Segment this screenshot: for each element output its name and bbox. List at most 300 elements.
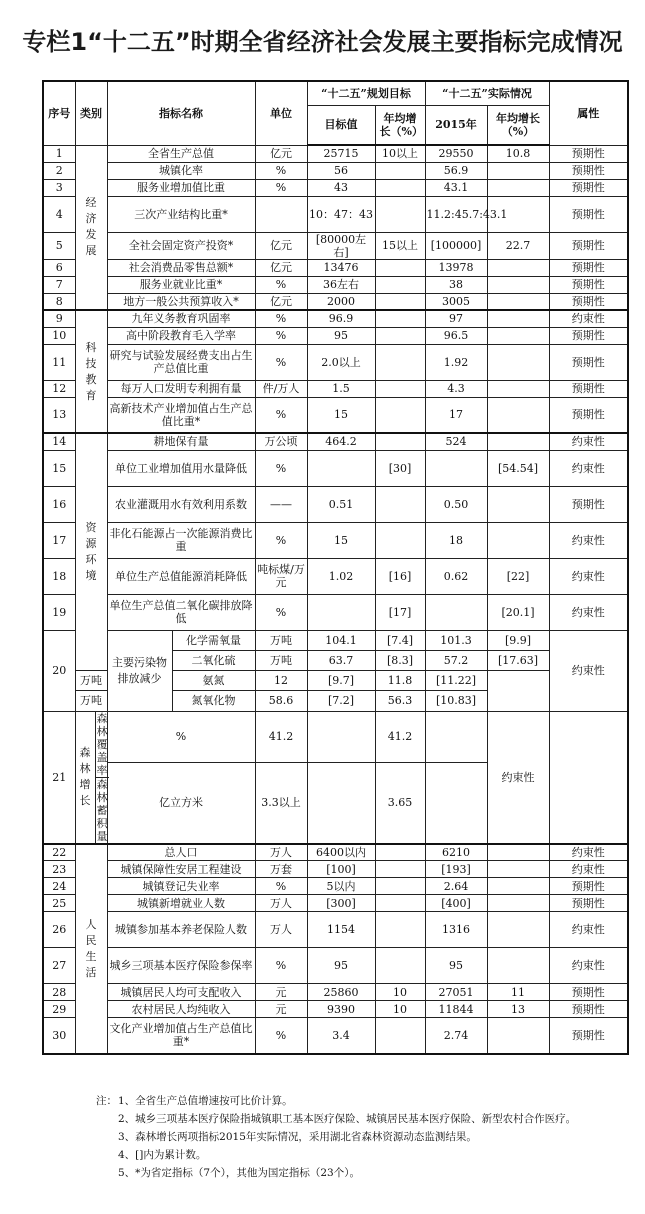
table-row	[43, 948, 628, 984]
table-row	[43, 276, 628, 293]
indicator-unit: 亿元	[255, 145, 307, 162]
indicator-unit: 万人	[255, 844, 307, 861]
actual-2015: 97	[425, 310, 487, 327]
target-value: 36左右	[307, 276, 375, 293]
actual-2015: 2.64	[425, 878, 487, 895]
indicator-unit: 亿立方米	[107, 763, 255, 844]
plan-growth: [9.7]	[307, 671, 375, 691]
indicator-unit: 万吨	[255, 630, 307, 650]
plan-growth	[375, 196, 425, 232]
row-number: 5	[43, 232, 75, 259]
actual-growth	[487, 276, 549, 293]
group-wrapper	[75, 711, 107, 844]
group-name: 主要污染物排放减少	[108, 631, 173, 711]
attribute: 预期性	[549, 486, 628, 522]
indicator-name: 全省生产总值	[107, 145, 255, 162]
note-item: 2、城乡三项基本医疗保险指城镇职工基本医疗保险、城镇居民基本医疗保险、新型农村合作医疗。	[118, 1113, 577, 1125]
row-number: 28	[43, 984, 75, 1001]
target-value	[307, 450, 375, 486]
attribute: 约束性	[549, 594, 628, 630]
plan-growth	[375, 1018, 425, 1054]
indicator-unit: 亿元	[255, 232, 307, 259]
indicator-name: 农村居民人均纯收入	[107, 1001, 255, 1018]
indicator-unit: %	[255, 1018, 307, 1054]
target-value: [100]	[307, 861, 375, 878]
indicator-unit: %	[255, 310, 307, 327]
actual-2015: 1316	[425, 912, 487, 948]
header-unit: 单位	[255, 81, 307, 145]
actual-growth	[487, 522, 549, 558]
header-year2015: 2015年	[425, 105, 487, 145]
attribute: 预期性	[549, 196, 628, 232]
actual-2015: 524	[425, 433, 487, 450]
table-row	[43, 630, 628, 650]
indicator-unit: 元	[255, 1001, 307, 1018]
actual-growth	[487, 486, 549, 522]
actual-2015: 56.9	[425, 162, 487, 179]
actual-2015: 0.62	[425, 558, 487, 594]
header-avg-growth: 年均增长（%）	[375, 105, 425, 145]
actual-2015	[425, 450, 487, 486]
actual-growth	[487, 293, 549, 310]
header-plan-group: “十二五”规划目标	[307, 81, 425, 105]
table-row	[43, 293, 628, 310]
note-item: 3、森林增长两项指标2015年实际情况，采用湖北省森林资源动态监测结果。	[118, 1131, 477, 1143]
plan-growth	[307, 763, 375, 844]
indicator-name: 氨氮	[172, 671, 255, 691]
indicator-name: 非化石能源占一次能源消费比重	[107, 522, 255, 558]
table-row	[43, 232, 628, 259]
indicator-name: 九年义务教育巩固率	[107, 310, 255, 327]
target-value: 95	[307, 948, 375, 984]
group-subtable	[76, 712, 109, 843]
table-row	[43, 711, 628, 763]
indicator-unit: %	[255, 162, 307, 179]
row-number: 16	[43, 486, 75, 522]
attribute: 约束性	[549, 948, 628, 984]
table-row	[43, 594, 628, 630]
table-row	[43, 327, 628, 344]
plan-growth	[375, 380, 425, 397]
row-number: 23	[43, 861, 75, 878]
plan-growth: [17]	[375, 594, 425, 630]
actual-growth	[487, 179, 549, 196]
indicator-unit: %	[255, 397, 307, 433]
actual-2015: 17	[425, 397, 487, 433]
indicator-name: 城镇居民人均可支配收入	[107, 984, 255, 1001]
category-cell: 资源环境	[75, 433, 107, 671]
attribute: 预期性	[549, 344, 628, 380]
row-number: 27	[43, 948, 75, 984]
row-number: 29	[43, 1001, 75, 1018]
target-value: 6400以内	[307, 844, 375, 861]
note-item: 4、[]内为累计数。	[118, 1149, 207, 1161]
target-value: 2.0以上	[307, 344, 375, 380]
indicator-name: 社会消费品零售总额*	[107, 259, 255, 276]
plan-growth	[375, 878, 425, 895]
actual-growth	[487, 878, 549, 895]
indicator-name: 森林覆盖率	[96, 711, 108, 777]
indicator-unit: %	[255, 179, 307, 196]
plan-growth	[375, 344, 425, 380]
indicator-name: 高中阶段教育毛入学率	[107, 327, 255, 344]
plan-growth	[375, 276, 425, 293]
note-item: 5、*为省定指标（7个），其他为国定指标（23个）。	[118, 1167, 360, 1179]
actual-2015: 11844	[425, 1001, 487, 1018]
plan-growth	[375, 486, 425, 522]
indicator-unit: 件/万人	[255, 380, 307, 397]
plan-growth: [30]	[375, 450, 425, 486]
plan-growth	[307, 711, 375, 763]
indicator-unit: %	[255, 327, 307, 344]
actual-2015: 6210	[425, 844, 487, 861]
plan-growth	[375, 310, 425, 327]
plan-growth: [8.3]	[375, 650, 425, 670]
actual-growth	[487, 844, 549, 861]
actual-growth	[487, 948, 549, 984]
table-row	[43, 450, 628, 486]
row-number: 19	[43, 594, 75, 630]
target-value: 2000	[307, 293, 375, 310]
actual-growth	[487, 912, 549, 948]
plan-growth: 10	[375, 1001, 425, 1018]
target-value: 63.7	[307, 650, 375, 670]
actual-growth	[487, 162, 549, 179]
actual-2015: 57.2	[425, 650, 487, 670]
actual-2015: 95	[425, 948, 487, 984]
attribute: 预期性	[549, 1001, 628, 1018]
indicator-name: 氮氧化物	[191, 694, 236, 708]
category-cell: 经济发展	[75, 145, 107, 310]
plan-growth	[375, 895, 425, 912]
target-value	[307, 594, 375, 630]
row-number: 8	[43, 293, 75, 310]
attribute: 约束性	[549, 522, 628, 558]
actual-growth	[487, 861, 549, 878]
indicator-unit: %	[255, 522, 307, 558]
plan-growth	[375, 293, 425, 310]
actual-growth	[487, 397, 549, 433]
indicator-name: 城乡三项基本医疗保险参保率	[107, 948, 255, 984]
target-value: 3.3以上	[255, 763, 307, 844]
row-number: 24	[43, 878, 75, 895]
category-cell: 人民生活	[75, 844, 107, 1054]
attribute: 预期性	[549, 179, 628, 196]
table-row	[43, 162, 628, 179]
actual-growth	[487, 895, 549, 912]
plan-growth: 15以上	[375, 232, 425, 259]
row-number: 7	[43, 276, 75, 293]
table-row	[43, 912, 628, 948]
actual-2015: 2.74	[425, 1018, 487, 1054]
plan-growth	[375, 162, 425, 179]
table-row	[43, 433, 628, 450]
actual-growth: [11.22]	[425, 671, 487, 691]
attribute: 预期性	[549, 293, 628, 310]
actual-growth: [54.54]	[487, 450, 549, 486]
table-row	[43, 380, 628, 397]
attribute: 约束性	[549, 310, 628, 327]
actual-growth: [22]	[487, 558, 549, 594]
table-row	[43, 861, 628, 878]
indicator-unit: %	[255, 450, 307, 486]
plan-growth: [7.4]	[375, 630, 425, 650]
plan-growth: [7.2]	[307, 691, 375, 711]
row-number: 2	[43, 162, 75, 179]
attribute: 约束性	[549, 861, 628, 878]
note-item: 1、全省生产总值增速按可比价计算。	[118, 1095, 293, 1107]
actual-2015: [193]	[425, 861, 487, 878]
row-number: 12	[43, 380, 75, 397]
actual-growth: [20.1]	[487, 594, 549, 630]
plan-growth	[375, 259, 425, 276]
plan-growth	[375, 844, 425, 861]
actual-growth: [10.83]	[425, 691, 487, 711]
indicator-unit: 万吨	[75, 691, 107, 711]
table-row	[43, 558, 628, 594]
target-value: 12	[255, 671, 307, 691]
attribute: 预期性	[549, 259, 628, 276]
actual-growth	[487, 310, 549, 327]
actual-2015: 27051	[425, 984, 487, 1001]
row-number: 22	[43, 844, 75, 861]
row-number: 26	[43, 912, 75, 948]
target-value: 0.51	[307, 486, 375, 522]
indicator-unit: %	[255, 276, 307, 293]
actual-growth	[487, 327, 549, 344]
table-row	[43, 522, 628, 558]
table-row	[43, 344, 628, 380]
row-number: 18	[43, 558, 75, 594]
indicator-name: 城镇新增就业人数	[107, 895, 255, 912]
actual-2015: 11.8	[375, 671, 425, 691]
target-value: 15	[307, 397, 375, 433]
indicator-name: 二氧化硫	[172, 651, 255, 671]
target-value: 25715	[307, 145, 375, 162]
target-value: 104.1	[307, 630, 375, 650]
attribute: 约束性	[549, 450, 628, 486]
plan-growth	[375, 948, 425, 984]
indicator-unit	[255, 196, 307, 232]
header-avg-growth-actual: 年均增长（%）	[487, 105, 549, 145]
actual-growth	[487, 344, 549, 380]
attribute: 约束性	[549, 844, 628, 861]
attribute: 预期性	[549, 397, 628, 433]
indicator-name: 森林蓄积量	[96, 777, 108, 843]
indicator-unit: 万公顷	[255, 433, 307, 450]
target-value: 9390	[307, 1001, 375, 1018]
table-row	[43, 179, 628, 196]
indicator-name: 总人口	[107, 844, 255, 861]
actual-growth	[487, 259, 549, 276]
attribute: 预期性	[549, 162, 628, 179]
table-row	[43, 895, 628, 912]
attribute: 约束性	[549, 558, 628, 594]
indicator-name: 单位工业增加值用水量降低	[107, 450, 255, 486]
actual-2015: 41.2	[375, 711, 425, 763]
indicator-unit: 万吨	[255, 650, 307, 670]
target-value: 58.6	[255, 691, 307, 711]
table-row	[43, 1001, 628, 1018]
indicator-name: 每万人口发明专利拥有量	[107, 380, 255, 397]
actual-growth	[487, 380, 549, 397]
row-number: 1	[43, 145, 75, 162]
indicator-name: 单位生产总值能源消耗降低	[107, 558, 255, 594]
target-value: 25860	[307, 984, 375, 1001]
target-value: 3.4	[307, 1018, 375, 1054]
indicator-name: 化学需氧量	[172, 631, 255, 651]
attribute: 预期性	[549, 276, 628, 293]
row-number: 14	[43, 433, 75, 450]
row-number: 30	[43, 1018, 75, 1054]
row-number: 10	[43, 327, 75, 344]
table-row	[43, 984, 628, 1001]
indicator-name: 农业灌溉用水有效利用系数	[107, 486, 255, 522]
target-value: 13476	[307, 259, 375, 276]
target-value: [300]	[307, 895, 375, 912]
indicator-name: 服务业就业比重*	[107, 276, 255, 293]
indicator-name: 三次产业结构比重*	[107, 196, 255, 232]
actual-growth: 13	[487, 1001, 549, 1018]
row-number: 6	[43, 259, 75, 276]
attribute: 约束性	[549, 433, 628, 450]
plan-growth: 10	[375, 984, 425, 1001]
indicator-name: 单位生产总值二氧化碳排放降低	[107, 594, 255, 630]
target-value: 1.02	[307, 558, 375, 594]
actual-2015: 18	[425, 522, 487, 558]
target-value: 56	[307, 162, 375, 179]
plan-growth	[375, 433, 425, 450]
target-value: [80000左右]	[307, 232, 375, 259]
indicator-unit: 亿元	[255, 259, 307, 276]
plan-growth	[375, 522, 425, 558]
plan-growth	[375, 327, 425, 344]
indicator-unit: 万人	[255, 912, 307, 948]
actual-2015: [400]	[425, 895, 487, 912]
plan-growth	[375, 397, 425, 433]
indicator-unit: %	[255, 344, 307, 380]
row-number: 21	[43, 711, 75, 844]
row-number: 17	[43, 522, 75, 558]
actual-2015: 96.5	[425, 327, 487, 344]
target-value: 96.9	[307, 310, 375, 327]
row-number: 13	[43, 397, 75, 433]
attribute: 约束性	[549, 630, 628, 711]
group-wrapper	[107, 630, 255, 711]
indicator-name: 城镇登记失业率	[107, 878, 255, 895]
indicator-name: 服务业增加值比重	[107, 179, 255, 196]
plan-growth	[375, 861, 425, 878]
actual-2015: 0.50	[425, 486, 487, 522]
indicator-unit: 万套	[255, 861, 307, 878]
table-row	[43, 145, 628, 162]
indicator-table	[42, 80, 629, 1055]
indicator-name: 城镇参加基本养老保险人数	[107, 912, 255, 948]
actual-growth	[425, 711, 487, 763]
notes-lead: 注：	[96, 1095, 117, 1107]
actual-2015: 1.92	[425, 344, 487, 380]
target-value: 15	[307, 522, 375, 558]
indicator-unit: 吨标煤/万元	[255, 558, 307, 594]
indicator-unit: 元	[255, 984, 307, 1001]
actual-2015: 11.2:45.7:43.1	[425, 196, 487, 232]
actual-2015: 3.65	[375, 763, 425, 844]
target-value: 41.2	[255, 711, 307, 763]
table-row	[43, 310, 628, 327]
actual-2015: 56.3	[375, 691, 425, 711]
actual-2015: 43.1	[425, 179, 487, 196]
indicator-name: 高新技术产业增加值占生产总值比重*	[107, 397, 255, 433]
actual-growth: [17.63]	[487, 650, 549, 670]
actual-2015	[425, 594, 487, 630]
plan-growth: 10以上	[375, 145, 425, 162]
indicator-unit: 亿元	[255, 293, 307, 310]
table-row	[43, 486, 628, 522]
target-value: 1154	[307, 912, 375, 948]
group-name: 森林增长	[76, 712, 96, 843]
attribute: 预期性	[549, 984, 628, 1001]
target-value: 5以内	[307, 878, 375, 895]
indicator-name: 地方一般公共预算收入*	[107, 293, 255, 310]
indicator-name: 城镇化率	[107, 162, 255, 179]
indicator-name: 耕地保有量	[107, 433, 255, 450]
category-cell: 科技教育	[75, 310, 107, 433]
header-attr: 属性	[549, 81, 628, 145]
indicator-name: 全社会固定资产投资*	[107, 232, 255, 259]
indicator-name: 文化产业增加值占生产总值比重*	[107, 1018, 255, 1054]
actual-2015: [100000]	[425, 232, 487, 259]
indicator-name: 研究与试验发展经费支出占生产总值比重	[107, 344, 255, 380]
table-row	[43, 397, 628, 433]
target-value: 1.5	[307, 380, 375, 397]
row-number: 3	[43, 179, 75, 196]
row-number: 11	[43, 344, 75, 380]
plan-growth	[375, 912, 425, 948]
indicator-unit: 万人	[255, 895, 307, 912]
attribute: 预期性	[549, 895, 628, 912]
group-subtable	[108, 631, 255, 711]
table-row	[43, 878, 628, 895]
actual-2015: 29550	[425, 145, 487, 162]
actual-2015: 3005	[425, 293, 487, 310]
table-row	[43, 196, 628, 232]
actual-2015: 13978	[425, 259, 487, 276]
indicator-unit: 万吨	[75, 671, 107, 691]
actual-2015: 38	[425, 276, 487, 293]
header-target: 目标值	[307, 105, 375, 145]
row-number: 25	[43, 895, 75, 912]
attribute: 预期性	[549, 232, 628, 259]
attribute: 约束性	[487, 711, 549, 844]
header-category: 类别	[75, 81, 107, 145]
notes	[96, 1092, 616, 1182]
row-number: 4	[43, 196, 75, 232]
actual-growth: [9.9]	[487, 630, 549, 650]
table-row	[43, 844, 628, 861]
plan-growth	[375, 179, 425, 196]
row-number: 15	[43, 450, 75, 486]
attribute: 预期性	[549, 327, 628, 344]
indicator-unit: %	[255, 878, 307, 895]
header-seq: 序号	[43, 81, 75, 145]
attribute: 约束性	[549, 912, 628, 948]
plan-growth: [16]	[375, 558, 425, 594]
indicator-name: 城镇保障性安居工程建设	[107, 861, 255, 878]
indicator-unit: %	[255, 948, 307, 984]
attribute: 预期性	[549, 380, 628, 397]
header-actual-group: “十二五”实际情况	[425, 81, 549, 105]
actual-growth: 11	[487, 984, 549, 1001]
